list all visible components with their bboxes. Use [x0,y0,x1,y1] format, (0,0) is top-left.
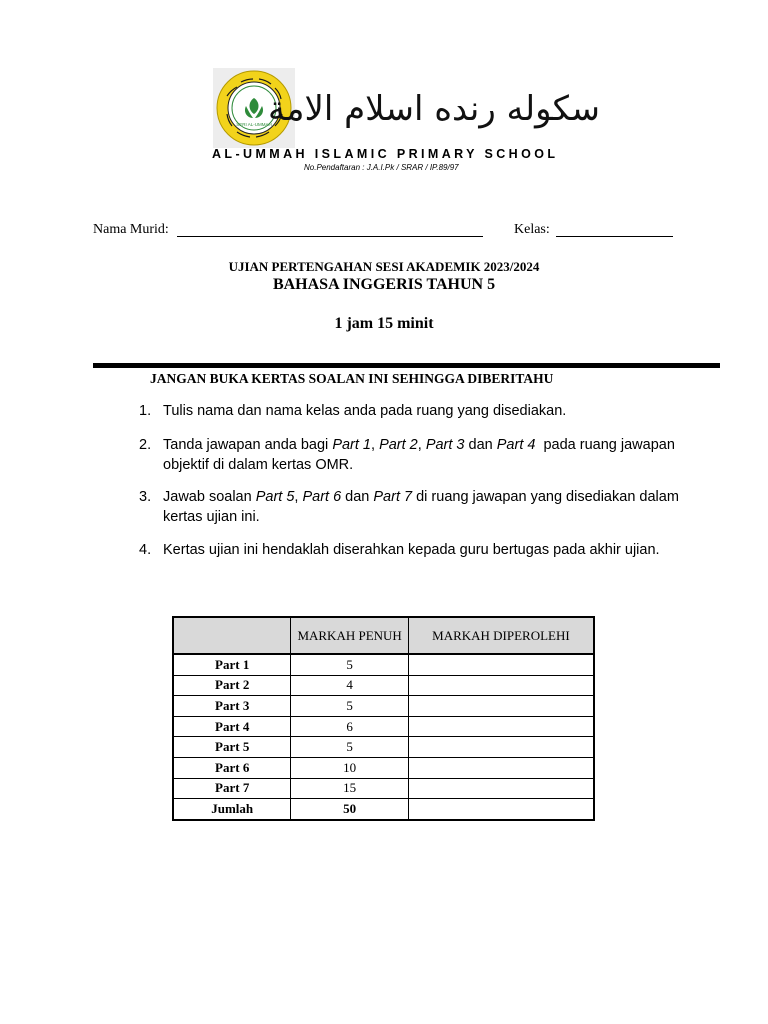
table-row [173,716,594,737]
warning-notice: JANGAN BUKA KERTAS SOALAN INI SEHINGGA DIBERITAHU [150,371,554,386]
instruction-text: Kertas ujian ini hendaklah diserahkan kepada guru bertugas pada akhir ujian. [163,542,660,558]
marks-obtained-cell[interactable] [408,716,594,737]
marks-obtained-cell[interactable] [408,778,594,799]
marks-obtained-cell[interactable] [408,757,594,778]
part-label: Part 7 [173,778,291,799]
student-name-line[interactable] [177,236,483,237]
crest-caption: SERI AL-UMMAH [236,122,272,127]
instruction-1 [139,402,699,422]
table-row-total [173,799,594,820]
instruction-4 [139,541,699,561]
full-marks: 6 [291,716,409,737]
instruction-number: 4. [139,542,152,558]
part-label: Part 3 [173,696,291,717]
total-full-marks: 50 [291,799,409,820]
table-header-row [173,617,594,654]
full-marks: 5 [291,737,409,758]
exam-title: UJIAN PERTENGAHAN SESI AKADEMIK 2023/2024 [228,259,540,274]
full-marks: 5 [291,696,409,717]
part-label: Part 6 [173,757,291,778]
class-label: Kelas: [514,222,550,237]
full-marks: 15 [291,778,409,799]
instruction-text: Tulis nama dan nama kelas anda pada ruang yang disediakan. [163,403,567,419]
part-label: Part 5 [173,737,291,758]
divider-rule [93,363,720,368]
registration-number: No.Pendaftaran : J.A.I.Pk / SRAR / IP.89/97 [304,163,459,172]
class-line[interactable] [556,236,673,237]
header-cell-marks-obtained: MARKAH DIPEROLEHI [408,617,594,654]
instruction-text: Jawab soalan Part 5, Part 6 dan Part 7 di ruang jawapan yang disediakan dalam kertas ujian ini. [163,489,679,525]
part-label: Part 2 [173,675,291,696]
table-row [173,737,594,758]
arabic-school-name-logo [268,82,600,134]
subject-title: BAHASA INGGERIS TAHUN 5 [272,276,496,293]
student-name-label: Nama Murid: [93,222,169,237]
marks-obtained-cell[interactable] [408,675,594,696]
instruction-2 [139,436,699,475]
table-row [173,654,594,675]
total-label: Jumlah [173,799,291,820]
part-label: Part 1 [173,654,291,675]
table-row [173,778,594,799]
part-label: Part 4 [173,716,291,737]
instruction-number: 1. [139,403,152,419]
header-cell-full-marks: MARKAH PENUH [291,617,409,654]
full-marks: 4 [291,675,409,696]
instruction-number: 3. [139,489,152,505]
table-row [173,757,594,778]
instruction-number: 2. [139,437,152,453]
exam-duration: 1 jam 15 minit [334,315,434,332]
total-marks-obtained-cell[interactable] [408,799,594,820]
full-marks: 5 [291,654,409,675]
instruction-text: Tanda jawapan anda bagi Part 1, Part 2, Part 3 dan Part 4 pada ruang jawapan objektif di dalam kertas OMR. [163,437,679,473]
marks-table [172,616,595,821]
instruction-3 [139,488,699,527]
marks-obtained-cell[interactable] [408,696,594,717]
table-row [173,675,594,696]
table-row [173,696,594,717]
marks-obtained-cell[interactable] [408,737,594,758]
full-marks: 10 [291,757,409,778]
school-name: AL-UMMAH ISLAMIC PRIMARY SCHOOL [212,147,559,161]
marks-obtained-cell[interactable] [408,654,594,675]
arabic-school-name: سكوله رنده اسلام الامة [268,89,600,129]
header-cell-blank [173,617,291,654]
